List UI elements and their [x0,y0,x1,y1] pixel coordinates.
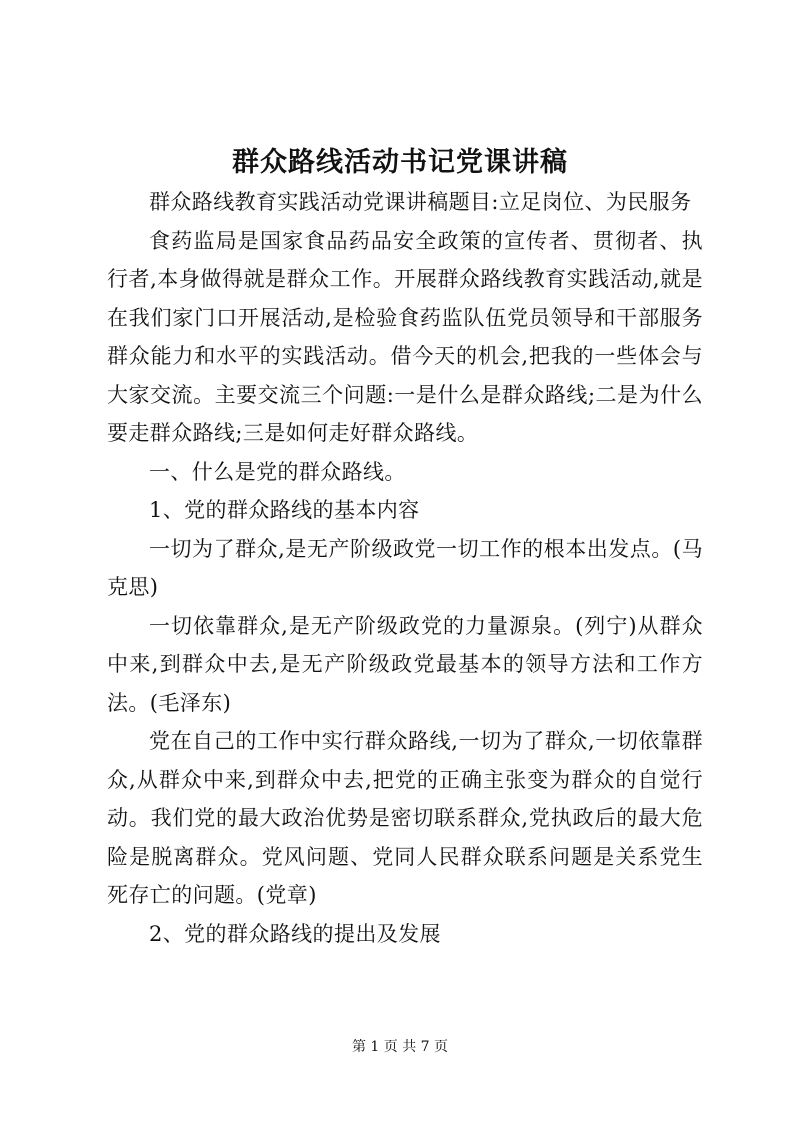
page-footer: 第 1 页 共 7 页 [351,1039,449,1055]
paragraph: 一切依靠群众,是无产阶级政党的力量源泉。(列宁)从群众中来,到群众中去,是无产阶级政党最基本的领导方法和工作方法。(毛泽东) [107,613,703,715]
document-title: 群众路线活动书记党课讲稿 [232,147,568,178]
paragraph: 食药监局是国家食品药品安全政策的宣传者、贯彻者、执行者,本身做得就是群众工作。开展群众路线教育实践活动,就是在我们家门口开展活动,是检验食药监队伍党员领导和干部服务群众能力和水平的实践活动。借今天的机会,把我的一些体会与大家交流。主要交流三个问题:一是什么是群众路线;二是为什么要走群众路线;三是如何走好群众路线。 [107,228,703,445]
paragraph: 一切为了群众,是无产阶级政党一切工作的根本出发点。(马克思) [107,536,703,599]
paragraph: 党在自己的工作中实行群众路线,一切为了群众,一切依靠群众,从群众中来,到群众中去,把党的正确主张变为群众的自觉行动。我们党的最大政治优势是密切联系群众,党执政后的最大危险是脱离群众。党风问题、党同人民群众联系问题是关系党生死存亡的问题。(党章) [107,729,703,907]
paragraph: 群众路线教育实践活动党课讲稿题目:立足岗位、为民服务 [149,190,692,214]
document-body [107,183,703,953]
subsection-heading: 2、党的群众路线的提出及发展 [149,921,441,946]
subsection-heading: 1、党的群众路线的基本内容 [149,498,420,522]
section-heading: 一、什么是党的群众路线。 [149,459,406,484]
